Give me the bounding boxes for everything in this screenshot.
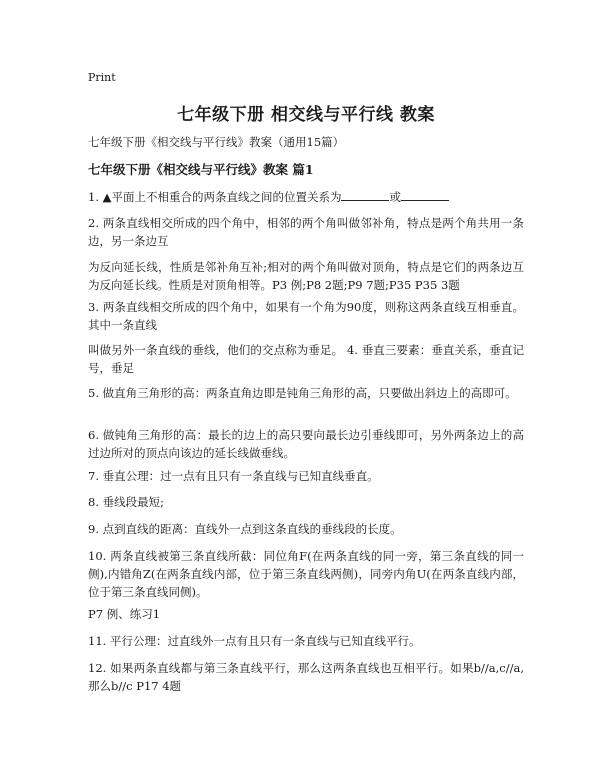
section-heading: 七年级下册《相交线与平行线》教案 篇1: [88, 162, 314, 177]
paragraph-item-7: 7. 垂直公理：过一点有且只有一条直线与已知直线垂直。: [88, 469, 379, 483]
paragraph-item-10: 10. 两条直线被第三条直线所截：同位角F(在两条直线的同一旁，第三条直线的同一侧),内错角Z(在两条直线内部，位于第三条直线两侧)，同旁内角U(在两条直线内部，位于第三条直线同侧)。: [88, 549, 524, 599]
paragraph-item-6: 6. 做钝角三角形的高：最长的边上的高只要向最长边引垂线即可，另外两条边上的高过边所对的顶点向该边的延长线做垂线。: [88, 428, 524, 460]
paragraph-item-2-continued: 为反向延长线，性质是邻补角互补;相对的两个角叫做对顶角，特点是它们的两条边互为反向延长线。性质是对顶角相等。P3 例;P8 2题;P9 7题;P35 P35 3题: [88, 260, 524, 292]
paragraph-item-3-continued: 叫做另外一条直线的垂线，他们的交点称为垂足。 4. 垂直三要素：垂直关系，垂直记号，垂足: [88, 343, 524, 375]
paragraph-item-8: 8. 垂线段最短;: [88, 495, 165, 509]
paragraph-item-12: 12. 如果两条直线都与第三条直线平行，那么这两条直线也互相平行。如果b//a,c//a,那么b//c P17 4题: [88, 661, 524, 693]
paragraph-item-1: [88, 188, 524, 206]
paragraph-item-11: 11. 平行公理：过直线外一点有且只有一条直线与已知直线平行。: [88, 634, 421, 648]
fill-blank-2: [401, 188, 449, 201]
document-subtitle: 七年级下册《相交线与平行线》教案（通用15篇）: [88, 135, 345, 149]
fill-blank-1: [341, 188, 389, 201]
print-link[interactable]: Print: [88, 71, 116, 84]
paragraph-item-2: 2. 两条直线相交所成的四个角中，相邻的两个角叫做邻补角，特点是两个角共用一条边，另一条边互: [88, 216, 524, 248]
paragraph-item-3: 3. 两条直线相交所成的四个角中，如果有一个角为90度，则称这两条直线互相垂直。其中一条直线: [88, 300, 524, 332]
item1-text-before: 1. ▲平面上不相重合的两条直线之间的位置关系为: [88, 190, 342, 204]
paragraph-p7-exercise: P7 例、练习1: [88, 607, 161, 621]
item1-text-between: 或: [389, 190, 401, 204]
paragraph-item-9: 9. 点到直线的距离：直线外一点到这条直线的垂线段的长度。: [88, 522, 402, 536]
paragraph-item-5: 5. 做直角三角形的高：两条直角边即是钝角三角形的高，只要做出斜边上的高即可。: [88, 386, 517, 400]
page-title: 七年级下册 相交线与平行线 教案: [177, 105, 435, 125]
